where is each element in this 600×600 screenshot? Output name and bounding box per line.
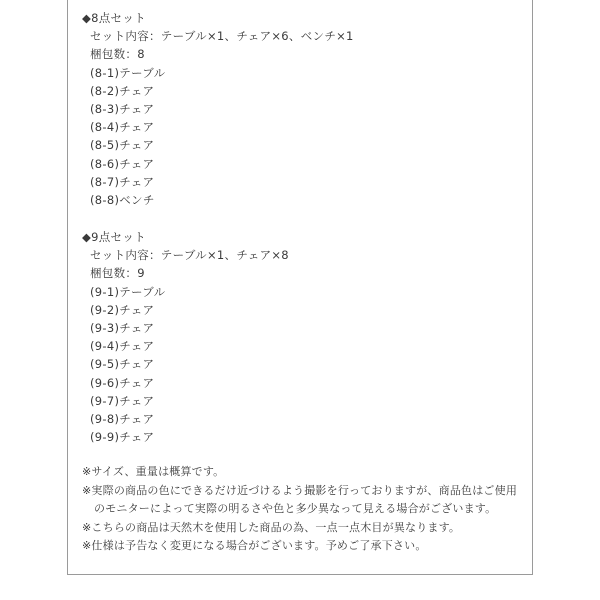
set-9-item: (9-7)チェア <box>90 393 155 408</box>
set-9-item: (9-8)チェア <box>90 411 155 426</box>
note-size: ※サイズ、重量は概算です。 <box>82 465 225 478</box>
set-9-item: (9-2)チェア <box>90 302 155 317</box>
set-9-section <box>82 228 289 446</box>
set-8-item: (8-2)チェア <box>90 83 155 98</box>
set-9-heading: ◆9点セット <box>82 230 146 244</box>
set-9-item: (9-5)チェア <box>90 357 155 372</box>
note-spec: ※仕様は予告なく変更になる場合がございます。予めご了承下さい。 <box>82 539 427 552</box>
set-9-packages: 梱包数：9 <box>90 266 145 281</box>
set-8-item: (8-6)チェア <box>90 156 155 171</box>
set-9-item: (9-1)テーブル <box>90 284 166 299</box>
set-8-section <box>82 9 354 209</box>
set-9-item: (9-6)チェア <box>90 375 155 390</box>
set-8-packages: 梱包数：8 <box>90 47 145 62</box>
set-9-item: (9-9)チェア <box>90 430 155 445</box>
set-8-heading: ◆8点セット <box>82 11 146 25</box>
set-9-contents: セット内容：テーブル×1、チェア×8 <box>90 248 289 263</box>
set-8-item: (8-7)チェア <box>90 174 155 189</box>
set-8-contents: セット内容：テーブル×1、チェア×6、ベンチ×1 <box>90 29 354 44</box>
notes-section <box>82 463 517 556</box>
note-color: ※実際の商品の色にできるだけ近づけるよう撮影を行っておりますが、商品色はご使用 <box>82 483 518 497</box>
set-8-item: (8-8)ベンチ <box>90 192 155 207</box>
note-color-continued: のモニターによって実際の明るさや色と多少異なって見える場合がございます。 <box>94 502 497 515</box>
set-9-item: (9-3)チェア <box>90 320 155 335</box>
set-8-item: (8-5)チェア <box>90 138 155 153</box>
set-8-item: (8-3)チェア <box>90 101 155 116</box>
set-8-item: (8-1)テーブル <box>90 65 166 80</box>
note-wood: ※こちらの商品は天然木を使用した商品の為、一点一点木目が異なります。 <box>82 520 461 534</box>
set-8-item: (8-4)チェア <box>90 120 155 135</box>
set-9-item: (9-4)チェア <box>90 339 155 354</box>
